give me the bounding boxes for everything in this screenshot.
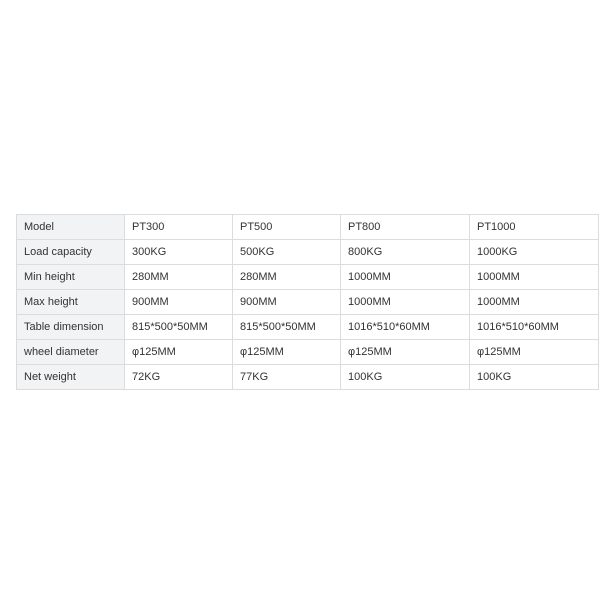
table-cell: 100KG — [341, 365, 470, 390]
row-label: wheel diameter — [17, 340, 125, 365]
table-cell: φ125MM — [125, 340, 233, 365]
table-row-wheel-diameter — [17, 340, 599, 365]
table-cell: 900MM — [233, 290, 341, 315]
table-cell: 500KG — [233, 240, 341, 265]
row-label: Load capacity — [17, 240, 125, 265]
row-label: Max height — [17, 290, 125, 315]
table-cell: PT1000 — [470, 215, 599, 240]
row-label: Table dimension — [17, 315, 125, 340]
table-row-min-height — [17, 265, 599, 290]
table-cell: 1016*510*60MM — [341, 315, 470, 340]
table-cell: 72KG — [125, 365, 233, 390]
row-label: Model — [17, 215, 125, 240]
table-cell: 815*500*50MM — [125, 315, 233, 340]
table-cell: 1016*510*60MM — [470, 315, 599, 340]
table-cell: 1000MM — [470, 290, 599, 315]
table-cell: 815*500*50MM — [233, 315, 341, 340]
table-cell: PT500 — [233, 215, 341, 240]
table-cell: 800KG — [341, 240, 470, 265]
table-row-max-height — [17, 290, 599, 315]
table-cell: 100KG — [470, 365, 599, 390]
table-row-net-weight — [17, 365, 599, 390]
table-cell: φ125MM — [233, 340, 341, 365]
table-row-load-capacity — [17, 240, 599, 265]
table-cell: 1000MM — [470, 265, 599, 290]
table-cell: φ125MM — [341, 340, 470, 365]
table-row-model — [17, 215, 599, 240]
table-cell: 1000MM — [341, 290, 470, 315]
table-cell: 1000KG — [470, 240, 599, 265]
table-cell: 77KG — [233, 365, 341, 390]
table-cell: 300KG — [125, 240, 233, 265]
spec-table — [16, 214, 599, 390]
table-row-table-dimension — [17, 315, 599, 340]
table-cell: φ125MM — [470, 340, 599, 365]
table-cell: 900MM — [125, 290, 233, 315]
table-cell: PT300 — [125, 215, 233, 240]
row-label: Net weight — [17, 365, 125, 390]
table-cell: 280MM — [125, 265, 233, 290]
row-label: Min height — [17, 265, 125, 290]
table-cell: 280MM — [233, 265, 341, 290]
table-cell: 1000MM — [341, 265, 470, 290]
table-cell: PT800 — [341, 215, 470, 240]
